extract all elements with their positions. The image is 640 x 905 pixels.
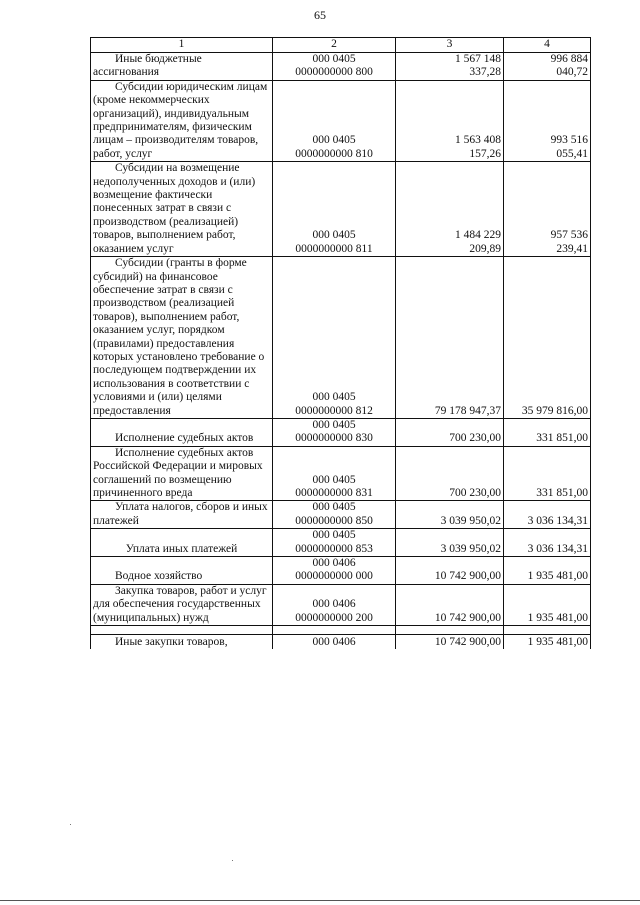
- table-row: [91, 446, 591, 501]
- row-name: Водное хозяйство: [91, 557, 273, 585]
- row-code: 000 0405 0000000000 831: [273, 446, 396, 501]
- row-amount-a: 1 563 408 157,26: [396, 80, 504, 161]
- row-code: 000 0405 0000000000 811: [273, 162, 396, 257]
- row-amount-b: 957 536 239,41: [504, 162, 591, 257]
- table-row: [91, 584, 591, 625]
- row-code: 000 0405 0000000000 800: [273, 53, 396, 81]
- row-name: Исполнение судебных актов: [91, 418, 273, 446]
- table-row: [91, 557, 591, 585]
- row-spacer: [91, 626, 591, 635]
- row-name: Субсидии юридическим лицам (кроме некоммерческих организаций), индивидуальным предпринимателям, физическим лицам – производителям товаров, работ, услуг: [91, 80, 273, 161]
- row-amount-a: 79 178 947,37: [396, 257, 504, 419]
- row-amount-b: 1 935 481,00: [504, 584, 591, 625]
- row-amount-b: 35 979 816,00: [504, 257, 591, 419]
- row-amount-a: 3 039 950,02: [396, 501, 504, 529]
- row-code: 000 0405 0000000000 853: [273, 529, 396, 557]
- row-name: Субсидии на возмещение недополученных доходов и (или) возмещение фактически понесенных затрат в связи с производством (реализацией) товаров, выполнением работ, оказанием услуг: [91, 162, 273, 257]
- row-code: 000 0405 0000000000 810: [273, 80, 396, 161]
- row-code: 000 0405 0000000000 812: [273, 257, 396, 419]
- table-header-row: [91, 38, 591, 53]
- row-amount-a: 10 742 900,00: [396, 584, 504, 625]
- row-amount-b: 331 851,00: [504, 418, 591, 446]
- row-amount-a: 3 039 950,02: [396, 529, 504, 557]
- row-name: Уплата иных платежей: [91, 529, 273, 557]
- row-amount-a: 10 742 900,00: [396, 635, 504, 650]
- row-name: Иные бюджетные ассигнования: [91, 53, 273, 81]
- scan-speck: [232, 860, 233, 861]
- row-amount-a: 10 742 900,00: [396, 557, 504, 585]
- table-row: [91, 257, 591, 419]
- page-number: 65: [314, 8, 326, 22]
- row-name: Исполнение судебных актов Российской Федерации и мировых соглашений по возмещению причиненного вреда: [91, 446, 273, 501]
- row-amount-a: 700 230,00: [396, 446, 504, 501]
- table-row: [91, 162, 591, 257]
- page-bottom-edge: [0, 900, 640, 901]
- row-amount-b: 1 935 481,00: [504, 635, 591, 650]
- row-amount-b: 3 036 134,31: [504, 501, 591, 529]
- table-row: [91, 53, 591, 81]
- row-code: 000 0406 0000000000 200: [273, 584, 396, 625]
- table-row: [91, 529, 591, 557]
- row-code: 000 0406 0000000000 000: [273, 557, 396, 585]
- row-amount-b: 3 036 134,31: [504, 529, 591, 557]
- row-amount-a: 1 567 148 337,28: [396, 53, 504, 81]
- row-amount-a: 1 484 229 209,89: [396, 162, 504, 257]
- column-header: 2: [273, 38, 396, 53]
- row-amount-b: 996 884 040,72: [504, 53, 591, 81]
- row-amount-b: 1 935 481,00: [504, 557, 591, 585]
- spacer-cell: [91, 626, 273, 635]
- row-code: 000 0406: [273, 635, 396, 650]
- row-amount-b: 993 516 055,41: [504, 80, 591, 161]
- spacer-cell: [504, 626, 591, 635]
- table-row: [91, 80, 591, 161]
- spacer-cell: [273, 626, 396, 635]
- table-row: [91, 501, 591, 529]
- row-name: Закупка товаров, работ и услуг для обеспечения государственных (муниципальных) нужд: [91, 584, 273, 625]
- row-code: 000 0405 0000000000 830: [273, 418, 396, 446]
- table-row: [91, 418, 591, 446]
- row-name: Субсидии (гранты в форме субсидий) на финансовое обеспечение затрат в связи с производством (реализацией товаров), выполнением работ, оказанием услуг, порядком (правилами) предоставления которых установлено требование о последующем подтверждении их использования в соответствии с условиями и (или) целями предоставления: [91, 257, 273, 419]
- row-amount-a: 700 230,00: [396, 418, 504, 446]
- row-code: 000 0405 0000000000 850: [273, 501, 396, 529]
- budget-table: [90, 37, 591, 649]
- column-header: 4: [504, 38, 591, 53]
- column-header: 3: [396, 38, 504, 53]
- spacer-cell: [396, 626, 504, 635]
- row-name: Иные закупки товаров,: [91, 635, 273, 650]
- scan-speck: [70, 824, 71, 825]
- row-amount-b: 331 851,00: [504, 446, 591, 501]
- table-row: [91, 635, 591, 650]
- column-header: 1: [91, 38, 273, 53]
- row-name: Уплата налогов, сборов и иных платежей: [91, 501, 273, 529]
